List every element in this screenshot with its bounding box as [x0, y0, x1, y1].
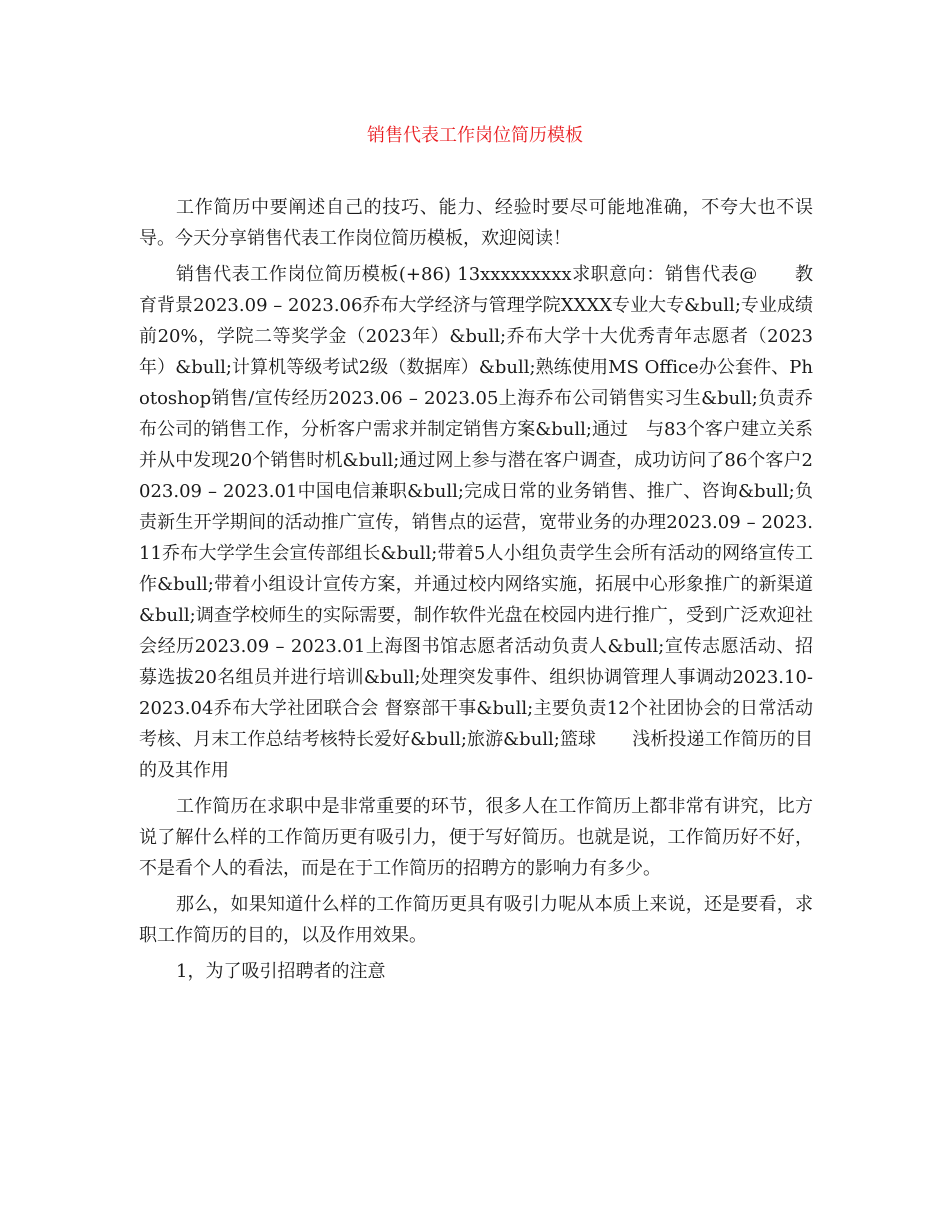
- paragraph-purpose: 那么，如果知道什么样的工作简历更具有吸引力呢从本质上来说，还是要看，求职工作简历的目的，以及作用效果。: [139, 894, 813, 946]
- paragraph-resume-template: 销售代表工作岗位简历模板(+86) 13xxxxxxxxx求职意向：销售代表@ 教育背景2023.09 – 2023.06乔布大学经济与管理学院XXXX专业大专&bull;专业成绩前20%，学院二等奖学金（2023年）&bull;乔布大学十大优秀青年志愿者（2023年）&bull;计算机等级考试2级（数据库）&bull;熟练使用MS Office办公套件、Photoshop销售/宣传经历2023.06 – 2023.05上海乔布公司销售实习生&bull;负责乔布公司的销售工作，分析客户需求并制定销售方案&bull;通过 与83个客户建立关系并从中发现20个销售时机&bull;通过网上参与潜在客户调查，成功访问了86个客户2023.09 – 2023.01中国电信兼职&bull;完成日常的业务销售、推广、咨询&bull;负责新生开学期间的活动推广宣传，销售点的运营，宽带业务的办理2023.09 – 2023.11乔布大学学生会宣传部组长&bull;带着5人小组负责学生会所有活动的网络宣传工作&bull;带着小组设计宣传方案，并通过校内网络实施，拓展中心形象推广的新渠道&bull;调查学校师生的实际需要，制作软件光盘在校园内进行推广，受到广泛欢迎社会经历2023.09 – 2023.01上海图书馆志愿者活动负责人&bull;宣传志愿活动、招募选拔20名组员并进行培训&bull;处理突发事件、组织协调管理人事调动2023.10-2023.04乔布大学社团联合会 督察部干事&bull;主要负责12个社团协会的日常活动考核、月末工作总结考核特长爱好&bull;旅游&bull;篮球 浅析投递工作简历的目的及其作用: [139, 264, 813, 781]
- document-body: [139, 192, 813, 992]
- paragraph-point-1: 1，为了吸引招聘者的注意: [176, 961, 386, 982]
- paragraph-importance: 工作简历在求职中是非常重要的环节，很多人在工作简历上都非常有讲究，比方说了解什么样的工作简历更有吸引力，便于写好简历。也就是说，工作简历好不好，不是看个人的看法，而是在于工作简历的招聘方的影响力有多少。: [139, 796, 813, 879]
- document-title: 销售代表工作岗位简历模板: [367, 125, 583, 146]
- paragraph-intro: 工作简历中要阐述自己的技巧、能力、经验时要尽可能地准确，不夸大也不误导。今天分享销售代表工作岗位简历模板，欢迎阅读！: [139, 197, 813, 249]
